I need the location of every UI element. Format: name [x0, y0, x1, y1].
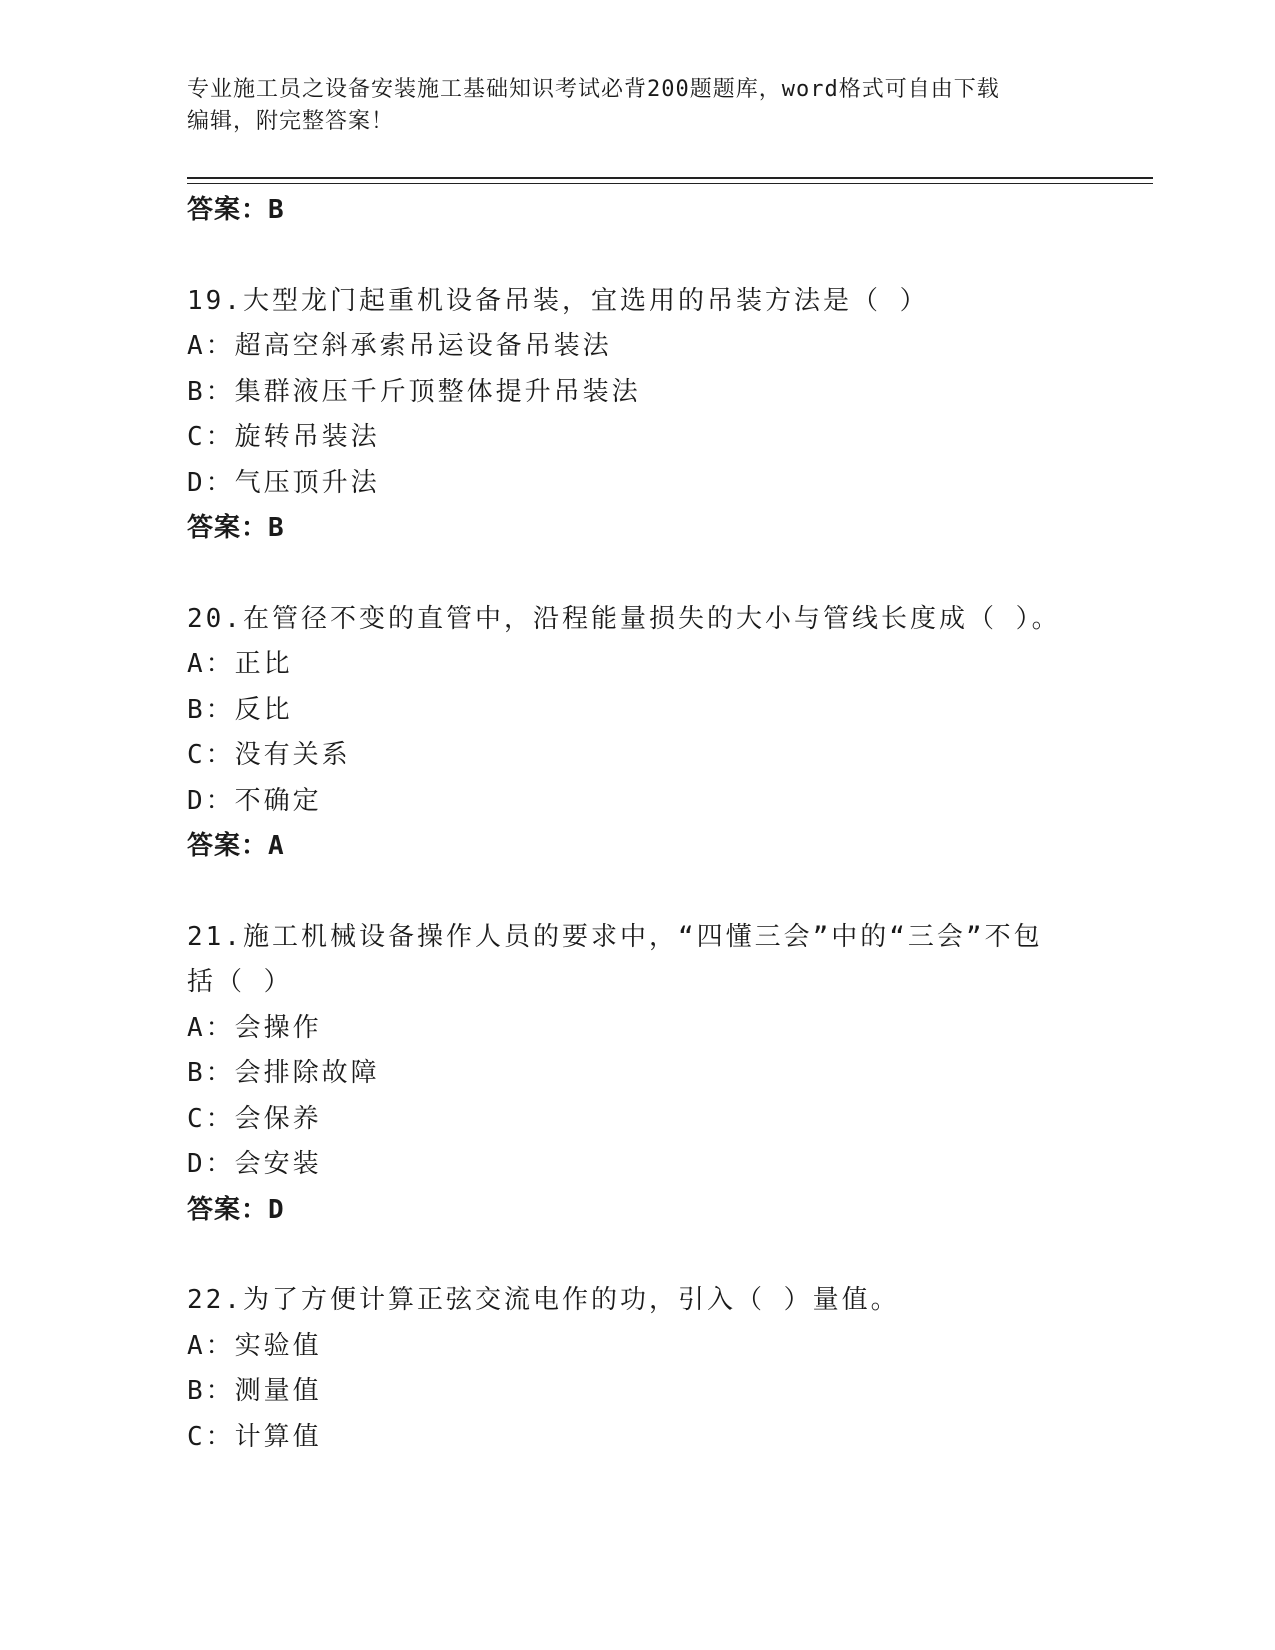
option-c: C：旋转吊装法 — [187, 422, 380, 452]
option-b: B：集群液压千斤顶整体提升吊装法 — [187, 376, 641, 407]
answer: 答案：D — [187, 1194, 285, 1225]
option-b: B：会排除故障 — [187, 1058, 380, 1088]
option-a: A：正比 — [187, 649, 293, 679]
question-text: 20.在管径不变的直管中，沿程能量损失的大小与管线长度成（ ）。 — [187, 603, 1061, 634]
option-a: A：超高空斜承索吊运设备吊装法 — [187, 331, 612, 361]
option-c: C：会保养 — [187, 1103, 322, 1134]
question-19 — [187, 279, 1087, 552]
document-header — [187, 74, 1067, 138]
option-b: B：反比 — [187, 694, 293, 725]
option-a: A：会操作 — [187, 1012, 322, 1043]
answer: 答案：B — [187, 513, 285, 543]
question-list — [187, 188, 1087, 1460]
option-d: D：不确定 — [187, 785, 322, 816]
spacer — [187, 870, 1087, 915]
header-divider-thin — [187, 183, 1153, 184]
header-divider-thick — [187, 177, 1153, 179]
header-line-1: 专业施工员之设备安装施工基础知识考试必背200题题库，word格式可自由下载 — [187, 77, 1000, 102]
answer-previous: 答案：B — [187, 195, 285, 225]
spacer — [187, 552, 1087, 597]
answer: 答案：A — [187, 831, 285, 861]
spacer — [187, 234, 1087, 279]
option-d: D：气压顶升法 — [187, 467, 380, 498]
option-b: B：测量值 — [187, 1376, 322, 1406]
question-text-line-2: 括（ ） — [187, 967, 293, 997]
question-text: 19.大型龙门起重机设备吊装，宜选用的吊装方法是（ ） — [187, 285, 929, 316]
question-text-line-1: 21.施工机械设备操作人员的要求中，“四懂三会”中的“三会”不包 — [187, 921, 1043, 952]
spacer — [187, 1233, 1087, 1278]
option-a: A：实验值 — [187, 1330, 322, 1361]
header-line-2: 编辑，附完整答案！ — [187, 109, 395, 134]
question-20 — [187, 597, 1087, 870]
option-d: D：会安装 — [187, 1149, 322, 1179]
question-text: 22.为了方便计算正弦交流电作的功，引入（ ）量值。 — [187, 1285, 900, 1315]
question-21 — [187, 915, 1087, 1234]
option-c: C：没有关系 — [187, 740, 351, 770]
question-22 — [187, 1278, 1087, 1460]
option-c: C：计算值 — [187, 1421, 322, 1452]
